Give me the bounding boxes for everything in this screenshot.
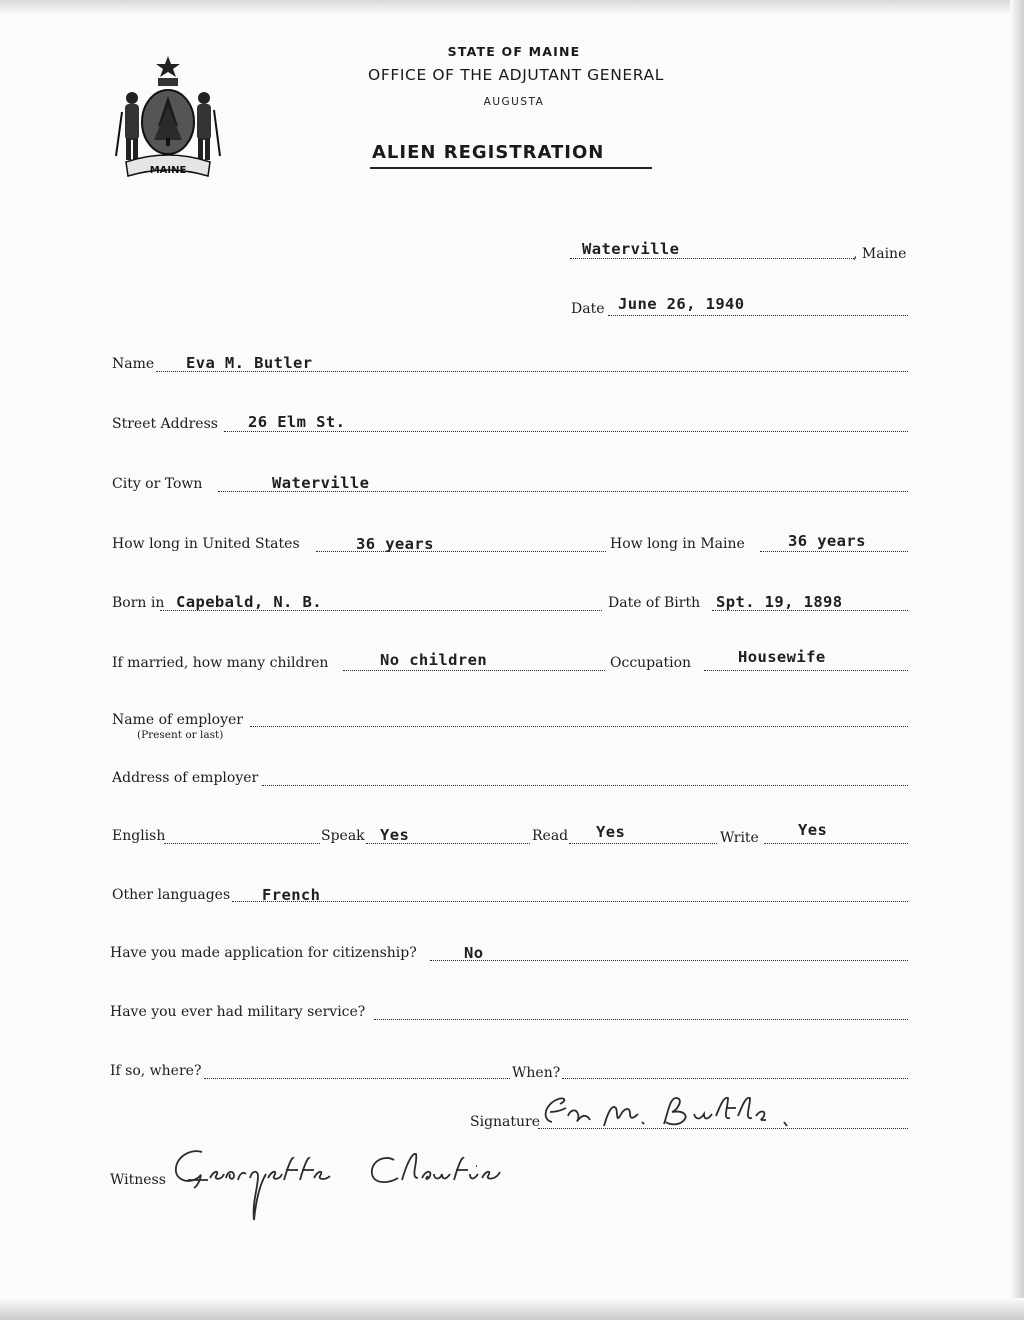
header-state-text: STATE OF MAINE	[447, 44, 581, 59]
street-line	[224, 431, 908, 432]
english-line	[164, 843, 320, 844]
occupation-label: Occupation	[610, 655, 692, 671]
read-value: Yes	[596, 823, 626, 841]
maine-line	[760, 551, 908, 552]
seal-inscription: MAINE	[149, 165, 187, 176]
date-value: June 26, 1940	[618, 295, 745, 313]
city-label: City or Town	[112, 476, 203, 492]
place-value: Waterville	[582, 240, 680, 258]
witness-handwriting	[166, 1140, 506, 1230]
read-line	[569, 843, 717, 844]
dob-label: Date of Birth	[608, 595, 701, 611]
header-office-text: OFFICE OF THE ADJUTANT GENERAL	[368, 66, 664, 84]
state-seal-icon	[112, 52, 224, 184]
children-label: If married, how many children	[112, 655, 329, 671]
dob-value: Spt. 19, 1898	[716, 593, 843, 611]
employer-address-label: Address of employer	[112, 770, 259, 786]
employer-line	[250, 726, 908, 727]
when-line	[562, 1078, 908, 1079]
scan-edge-bottom	[0, 1298, 1024, 1320]
maine-label: How long in Maine	[610, 536, 745, 552]
born-value: Capebald, N. B.	[176, 593, 322, 611]
place-line	[570, 258, 854, 259]
date-label: Date	[571, 301, 605, 317]
other-languages-label: Other languages	[112, 887, 231, 903]
date-line	[608, 315, 908, 316]
form-title: ALIEN REGISTRATION	[372, 142, 605, 163]
scan-edge-right	[1010, 0, 1024, 1320]
when-label: When?	[512, 1065, 561, 1081]
citizenship-line	[430, 960, 908, 961]
citizenship-label: Have you made application for citizenship?	[110, 945, 417, 961]
city-value: Waterville	[272, 474, 370, 492]
citizenship-value: No	[464, 944, 484, 962]
employer-label: Name of employer	[112, 712, 243, 728]
employer-sublabel: (Present or last)	[137, 729, 224, 741]
scan-edge-top	[0, 0, 1024, 14]
signature-label: Signature	[470, 1114, 541, 1130]
occupation-value: Housewife	[738, 648, 826, 666]
write-line	[764, 843, 908, 844]
military-line	[374, 1019, 908, 1020]
us-value: 36 years	[356, 535, 434, 553]
occupation-line	[704, 670, 908, 671]
employer-address-line	[262, 785, 908, 786]
english-label: English	[112, 828, 166, 844]
where-line	[204, 1078, 510, 1079]
write-label: Write	[720, 830, 759, 846]
name-label: Name	[112, 356, 155, 372]
name-value: Eva M. Butler	[186, 354, 313, 372]
witness-label: Witness	[110, 1172, 166, 1188]
military-label: Have you ever had military service?	[110, 1004, 366, 1020]
signature-handwriting	[538, 1086, 818, 1136]
maine-value: 36 years	[788, 532, 866, 550]
place-suffix: , Maine	[853, 246, 907, 262]
read-label: Read	[532, 828, 569, 844]
children-value: No children	[380, 651, 488, 669]
other-languages-value: French	[262, 886, 321, 904]
other-languages-line	[232, 901, 908, 902]
speak-label: Speak	[321, 828, 365, 844]
where-label: If so, where?	[110, 1063, 202, 1079]
born-label: Born in	[112, 595, 165, 611]
street-label: Street Address	[112, 416, 218, 432]
write-value: Yes	[798, 821, 828, 839]
street-value: 26 Elm St.	[248, 413, 346, 431]
header-city-text: AUGUSTA	[483, 96, 545, 108]
us-label: How long in United States	[112, 536, 300, 552]
children-line	[343, 670, 605, 671]
speak-value: Yes	[380, 826, 410, 844]
title-underline	[370, 167, 652, 169]
